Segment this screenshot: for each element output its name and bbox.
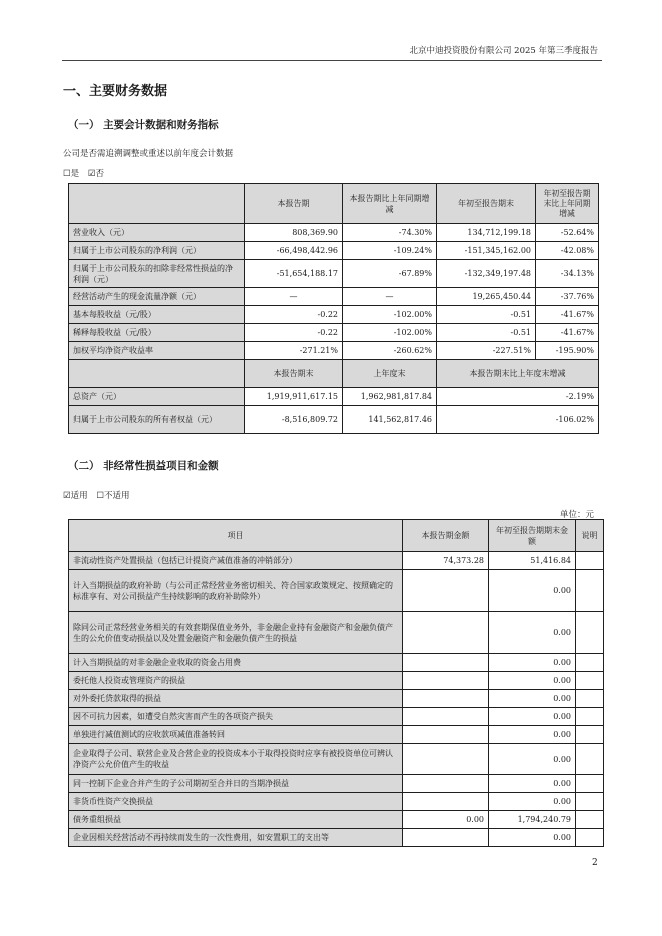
cell-note: [576, 570, 604, 612]
cell-value: 808,369.90: [245, 224, 343, 242]
column-header: 项目: [69, 520, 403, 552]
row-label: 计入当期损益的对非金融企业收取的资金占用费: [69, 654, 403, 672]
cell-value: -0.51: [437, 324, 536, 342]
cell-value: -151,345,162.00: [437, 242, 536, 260]
cell-value: [403, 612, 489, 654]
table-row: [69, 342, 599, 360]
cell-note: [576, 552, 604, 570]
column-header: 本报告期: [245, 184, 343, 224]
cell-value: -52.64%: [536, 224, 599, 242]
row-label: 企业因相关经营活动不再持续而发生的一次性费用，如安置职工的支出等: [69, 829, 403, 847]
table-row: [69, 829, 604, 847]
cell-value: [403, 672, 489, 690]
table-row: [69, 288, 599, 306]
cell-value: -66,498,442.96: [245, 242, 343, 260]
cell-value: 51,416.84: [489, 552, 576, 570]
cell-value: [403, 570, 489, 612]
row-label: 同一控制下企业合并产生的子公司期初至合并日的当期净损益: [69, 775, 403, 793]
cell-value: 0.00: [489, 829, 576, 847]
restate-no-checkbox[interactable]: ☑否: [87, 169, 104, 179]
section-title: 一、主要财务数据: [63, 84, 168, 99]
cell-note: [576, 726, 604, 744]
cell-value: -37.76%: [536, 288, 599, 306]
table-row: [69, 324, 599, 342]
cell-value: [403, 690, 489, 708]
row-label: 非流动性资产处置损益（包括已计提资产减值准备的冲销部分）: [69, 552, 403, 570]
cell-note: [576, 690, 604, 708]
cell-value: -67.89%: [343, 260, 437, 288]
row-label: 经营活动产生的现金流量净额（元）: [69, 288, 245, 306]
table-row: [69, 654, 604, 672]
cell-value: [403, 829, 489, 847]
applicable-checkbox[interactable]: ☑适用: [63, 491, 88, 501]
cell-note: [576, 793, 604, 811]
row-label: 单独进行减值测试的应收款项减值准备转回: [69, 726, 403, 744]
table-row: [69, 406, 599, 434]
cell-value: -8,516,809.72: [245, 406, 343, 434]
row-label: 除同公司正常经营业务相关的有效套期保值业务外，非金融企业持有金融资产和金融负债产生的公允价值变动损益以及处置金融资产和金融负债产生的损益: [69, 612, 403, 654]
cell-value: -102.00%: [343, 306, 437, 324]
restate-question: 公司是否需追溯调整或重述以前年度会计数据: [63, 149, 234, 159]
column-header: 本报告期比上年同期增减: [343, 184, 437, 224]
cell-value: 19,265,450.44: [437, 288, 536, 306]
column-header: 年初至报告期期末金额: [489, 520, 576, 552]
column-header: 说明: [576, 520, 604, 552]
cell-value: -41.67%: [536, 324, 599, 342]
row-label: 因不可抗力因素，如遭受自然灾害而产生的各项资产损失: [69, 708, 403, 726]
cell-value: -34.13%: [536, 260, 599, 288]
cell-value: [403, 654, 489, 672]
table-row: [69, 388, 599, 406]
cell-value: 0.00: [489, 672, 576, 690]
applicable-options: [63, 489, 135, 501]
cell-value: -106.02%: [437, 406, 599, 434]
cell-note: [576, 744, 604, 775]
row-label: 债务重组损益: [69, 811, 403, 829]
report-header: 北京中迪投资股份有限公司 2025 年第三季度报告: [409, 46, 598, 56]
row-label: 基本每股收益（元/股）: [69, 306, 245, 324]
cell-value: -42.08%: [536, 242, 599, 260]
cell-value: -51,654,188.17: [245, 260, 343, 288]
cell-note: [576, 672, 604, 690]
table-row: [69, 775, 604, 793]
cell-value: [403, 793, 489, 811]
cell-note: [576, 708, 604, 726]
row-label: 总资产（元）: [69, 388, 245, 406]
non-recurring-items-table: [68, 519, 604, 847]
cell-value: [403, 708, 489, 726]
row-label: 非货币性资产交换损益: [69, 793, 403, 811]
cell-value: 0.00: [489, 726, 576, 744]
row-label: 营业收入（元）: [69, 224, 245, 242]
cell-value: -2.19%: [437, 388, 599, 406]
cell-value: 1,962,981,817.84: [343, 388, 437, 406]
table-row: [69, 552, 604, 570]
cell-value: 0.00: [489, 690, 576, 708]
cell-value: -132,349,197.48: [437, 260, 536, 288]
table-row: [69, 612, 604, 654]
table-row: [69, 260, 599, 288]
table-row: [69, 811, 604, 829]
cell-note: [576, 829, 604, 847]
column-header: 本报告期金额: [403, 520, 489, 552]
cell-value: 74,373.28: [403, 552, 489, 570]
row-label: 企业取得子公司、联营企业及合营企业的投资成本小于取得投资时应享有被投资单位可辨认净资产公允价值产生的收益: [69, 744, 403, 775]
cell-note: [576, 612, 604, 654]
cell-value: 141,562,817.46: [343, 406, 437, 434]
cell-value: -41.67%: [536, 306, 599, 324]
row-label: 委托他人投资或管理资产的损益: [69, 672, 403, 690]
cell-value: [403, 726, 489, 744]
subsection-title-1: （一） 主要会计数据和财务指标: [68, 119, 219, 131]
cell-value: 0.00: [489, 654, 576, 672]
cell-value: -0.22: [245, 306, 343, 324]
restate-yes-checkbox[interactable]: ☐是: [63, 169, 80, 179]
column-header: 上年度末: [343, 360, 437, 388]
restate-options: [63, 167, 110, 179]
table-row: [69, 570, 604, 612]
cell-value: —: [245, 288, 343, 306]
cell-value: -102.00%: [343, 324, 437, 342]
table-corner: [69, 360, 245, 388]
cell-value: 0.00: [489, 775, 576, 793]
cell-value: -0.22: [245, 324, 343, 342]
cell-note: [576, 775, 604, 793]
cell-value: 0.00: [403, 811, 489, 829]
key-financial-table: [68, 183, 599, 434]
table-row: [69, 672, 604, 690]
table-row: [69, 690, 604, 708]
column-header: 本报告期末: [245, 360, 343, 388]
cell-value: 0.00: [489, 744, 576, 775]
cell-value: -74.30%: [343, 224, 437, 242]
column-header: 年初至报告期末比上年同期增减: [536, 184, 599, 224]
row-label: 归属于上市公司股东的扣除非经常性损益的净利润（元）: [69, 260, 245, 288]
cell-value: -227.51%: [437, 342, 536, 360]
row-label: 对外委托贷款取得的损益: [69, 690, 403, 708]
unit-label: 单位：元: [560, 510, 595, 520]
header-divider: [62, 60, 602, 61]
cell-value: —: [343, 288, 437, 306]
table-row: [69, 224, 599, 242]
cell-value: 0.00: [489, 793, 576, 811]
table-row: [69, 306, 599, 324]
table-row: [69, 744, 604, 775]
cell-note: [576, 811, 604, 829]
row-label: 归属于上市公司股东的净利润（元）: [69, 242, 245, 260]
table-row: [69, 708, 604, 726]
cell-value: -260.62%: [343, 342, 437, 360]
row-label: 归属于上市公司股东的所有者权益（元）: [69, 406, 245, 434]
cell-value: 0.00: [489, 708, 576, 726]
cell-value: [403, 744, 489, 775]
row-label: 加权平均净资产收益率: [69, 342, 245, 360]
cell-value: 1,919,911,617.15: [245, 388, 343, 406]
table-row: [69, 242, 599, 260]
cell-value: [403, 775, 489, 793]
cell-value: 0.00: [489, 612, 576, 654]
cell-note: [576, 654, 604, 672]
column-header: 本报告期末比上年度末增减: [437, 360, 599, 388]
cell-value: 134,712,199.18: [437, 224, 536, 242]
cell-value: 1,794,240.79: [489, 811, 576, 829]
not-applicable-checkbox[interactable]: ☐不适用: [96, 491, 130, 501]
row-label: 稀释每股收益（元/股）: [69, 324, 245, 342]
row-label: 计入当期损益的政府补助（与公司正常经营业务密切相关、符合国家政策规定、按照确定的标准享有、对公司损益产生持续影响的政府补助除外）: [69, 570, 403, 612]
column-header: 年初至报告期末: [437, 184, 536, 224]
table-row: [69, 726, 604, 744]
cell-value: -109.24%: [343, 242, 437, 260]
subsection-title-2: （二） 非经常性损益项目和金额: [68, 460, 219, 472]
cell-value: -195.90%: [536, 342, 599, 360]
table-row: [69, 793, 604, 811]
page-number: 2: [592, 858, 598, 868]
cell-value: 0.00: [489, 570, 576, 612]
cell-value: -271.21%: [245, 342, 343, 360]
table-corner: [69, 184, 245, 224]
cell-value: -0.51: [437, 306, 536, 324]
